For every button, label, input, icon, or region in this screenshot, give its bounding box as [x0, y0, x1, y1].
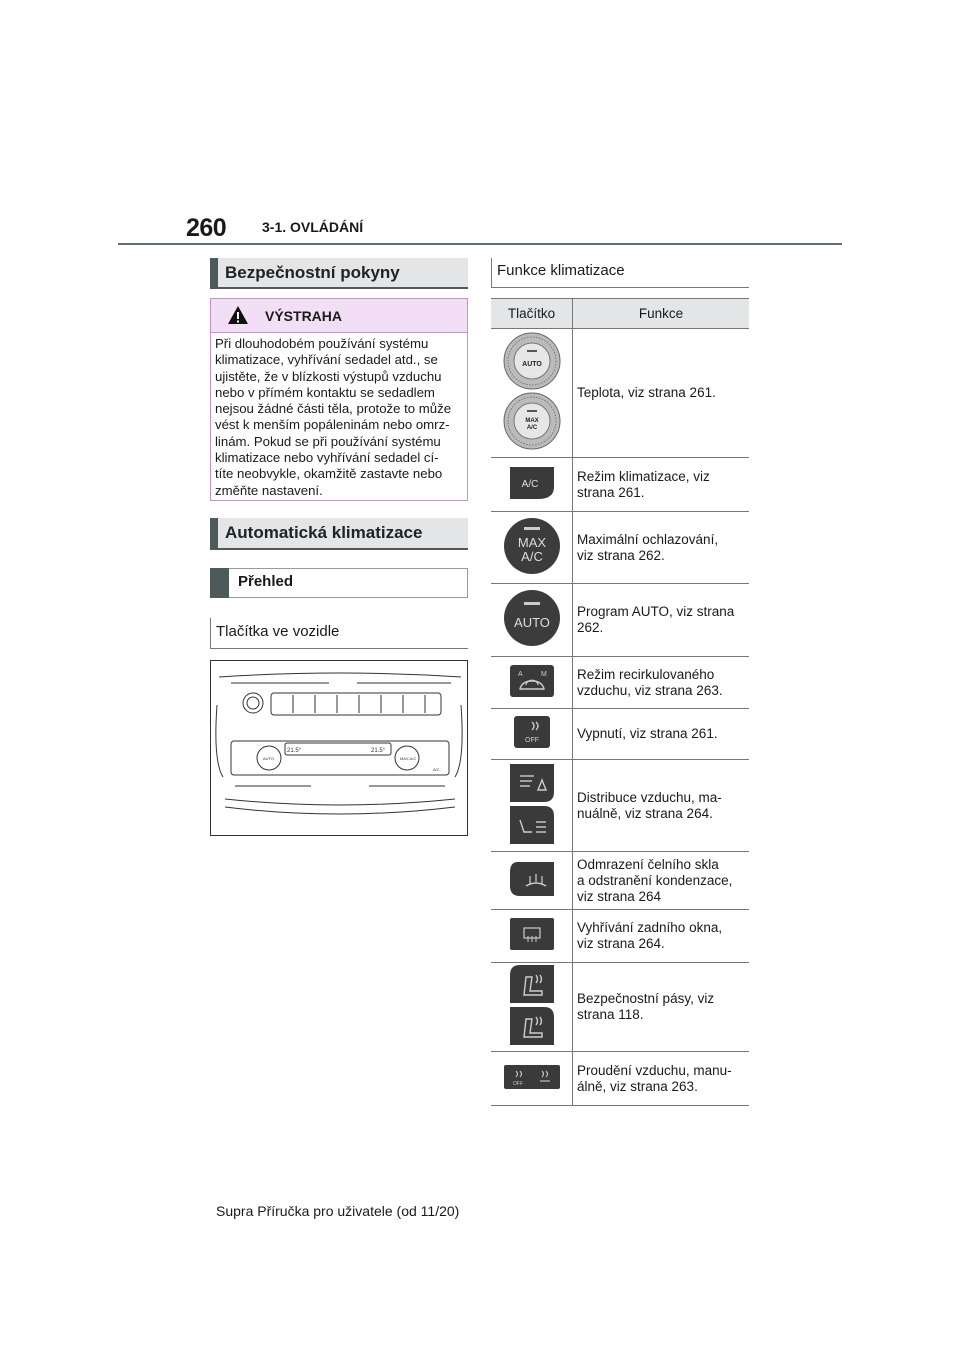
column-header-function: Funkce	[573, 299, 750, 329]
function-text: a odstranění kondenzace,	[577, 872, 733, 888]
rear-window-defrost-button-icon	[508, 916, 556, 952]
console-temp-left: 21.5°	[287, 748, 302, 754]
warning-line: Při dlouhodobém používání systému	[215, 336, 429, 351]
max-label: MAX	[517, 534, 546, 550]
warning-title: VÝSTRAHA	[265, 308, 343, 324]
off-label: OFF	[524, 737, 539, 744]
table-header-row	[491, 299, 749, 329]
table-row	[491, 458, 749, 512]
off-button-icon	[512, 714, 552, 750]
function-table-wrap	[491, 298, 749, 1106]
console-auto-label: AUTO	[263, 756, 275, 761]
table-row	[491, 584, 749, 657]
function-text: Distribuce vzduchu, ma-	[577, 789, 722, 805]
table-row	[491, 709, 749, 760]
warning-header	[211, 299, 467, 333]
table-row	[491, 657, 749, 709]
section-heading-auto-climate: Automatická klimatizace	[210, 518, 468, 550]
function-text: Program AUTO, viz strana	[577, 604, 735, 619]
function-text: strana 261.	[577, 484, 645, 500]
warning-line: klimatizace, vyhřívání sedadel atd., se	[215, 352, 438, 368]
warning-box	[210, 298, 468, 501]
function-text: Režim klimatizace, viz	[577, 468, 710, 484]
auto-button-icon	[502, 588, 562, 648]
table-row	[491, 852, 749, 910]
function-text: Vyhřívání zadního okna,	[577, 920, 723, 935]
warning-line: nejsou žádné části těla, protože to může	[215, 401, 452, 417]
warning-line: ujistěte, že v blízkosti výstupů vzduchu	[215, 368, 442, 384]
climate-console-drawing	[211, 661, 467, 835]
column-header-button: Tlačítko	[491, 299, 573, 329]
function-text: viz strana 264	[577, 888, 662, 904]
function-text: Proudění vzduchu, manu-	[577, 1062, 732, 1078]
recirc-a-label: A	[517, 670, 523, 678]
dial-ac-label: A/C	[526, 425, 537, 431]
table-row	[491, 1052, 749, 1106]
footer-text: Supra Příručka pro uživatele (od 11/20)	[216, 1203, 460, 1219]
function-text: álně, viz strana 263.	[577, 1078, 698, 1094]
warning-line: linám. Pokud se při používání systému	[215, 433, 441, 449]
warning-line: títe neobvykle, okamžitě zastavte nebo	[215, 466, 443, 482]
function-text: strana 118.	[577, 1007, 644, 1022]
air-distribution-buttons-icon	[508, 762, 556, 846]
warning-line: nebo v přímém kontaktu se sedadlem	[215, 384, 435, 400]
ac-label: A/C	[521, 478, 538, 490]
section-heading-safety: Bezpečnostní pokyny	[210, 258, 468, 289]
auto-label: AUTO	[513, 615, 550, 630]
climate-console-illustration	[210, 660, 468, 836]
function-table	[491, 298, 749, 1106]
airflow-buttons-icon	[502, 1063, 562, 1091]
console-max-label: MAX A/C	[400, 756, 417, 761]
function-text: nuálně, viz strana 264.	[577, 805, 713, 821]
heading-climate-functions: Funkce klimatizace	[491, 258, 749, 288]
table-row	[491, 512, 749, 584]
max-ac-sub-label: A/C	[520, 548, 543, 564]
function-text: viz strana 264.	[577, 936, 665, 951]
windshield-defrost-button-icon	[508, 860, 556, 898]
warning-line: klimatizace nebo vyhřívání sedadel cí-	[215, 450, 439, 466]
recirculation-button-icon	[508, 663, 556, 699]
console-temp-right: 21.5°	[371, 748, 386, 754]
function-text: vzduchu, viz strana 263.	[577, 682, 723, 698]
airflow-off-label: OFF	[512, 1080, 523, 1087]
function-text: Bezpečnostní pásy, viz	[577, 991, 715, 1006]
table-row	[491, 760, 749, 852]
console-ac-label: A/C	[433, 767, 440, 772]
function-text: Režim recirkulovaného	[577, 666, 715, 682]
recirc-m-label: M	[540, 670, 547, 678]
subheading-overview: Přehled	[210, 568, 468, 598]
dial-knobs-icon	[494, 329, 570, 453]
function-text: 262.	[577, 620, 604, 635]
page-number: 260	[186, 214, 227, 242]
header-divider	[118, 243, 842, 245]
dial-auto-label: AUTO	[521, 361, 542, 368]
warning-triangle-icon	[227, 305, 249, 325]
chapter-title: 3-1. OVLÁDÁNÍ	[262, 219, 364, 235]
function-text: Odmrazení čelního skla	[577, 856, 719, 872]
warning-line: vést k menším popáleninám nebo omrz-	[215, 417, 450, 433]
function-text: Vypnutí, viz strana 261.	[577, 726, 718, 741]
warning-text	[215, 336, 465, 499]
table-row	[491, 329, 749, 458]
table-row	[491, 963, 749, 1052]
seat-heating-buttons-icon	[508, 963, 556, 1047]
function-text: Maximální ochlazování,	[577, 531, 719, 547]
table-row	[491, 910, 749, 963]
max-ac-button-icon	[502, 516, 562, 576]
warning-line: změňte nastavení.	[215, 482, 323, 498]
function-text: viz strana 262.	[577, 547, 665, 563]
dial-max-label: MAX	[524, 418, 539, 424]
ac-button-icon	[508, 465, 556, 501]
heading-buttons-in-vehicle: Tlačítka ve vozidle	[210, 618, 468, 649]
function-text: Teplota, viz strana 261.	[577, 385, 716, 400]
